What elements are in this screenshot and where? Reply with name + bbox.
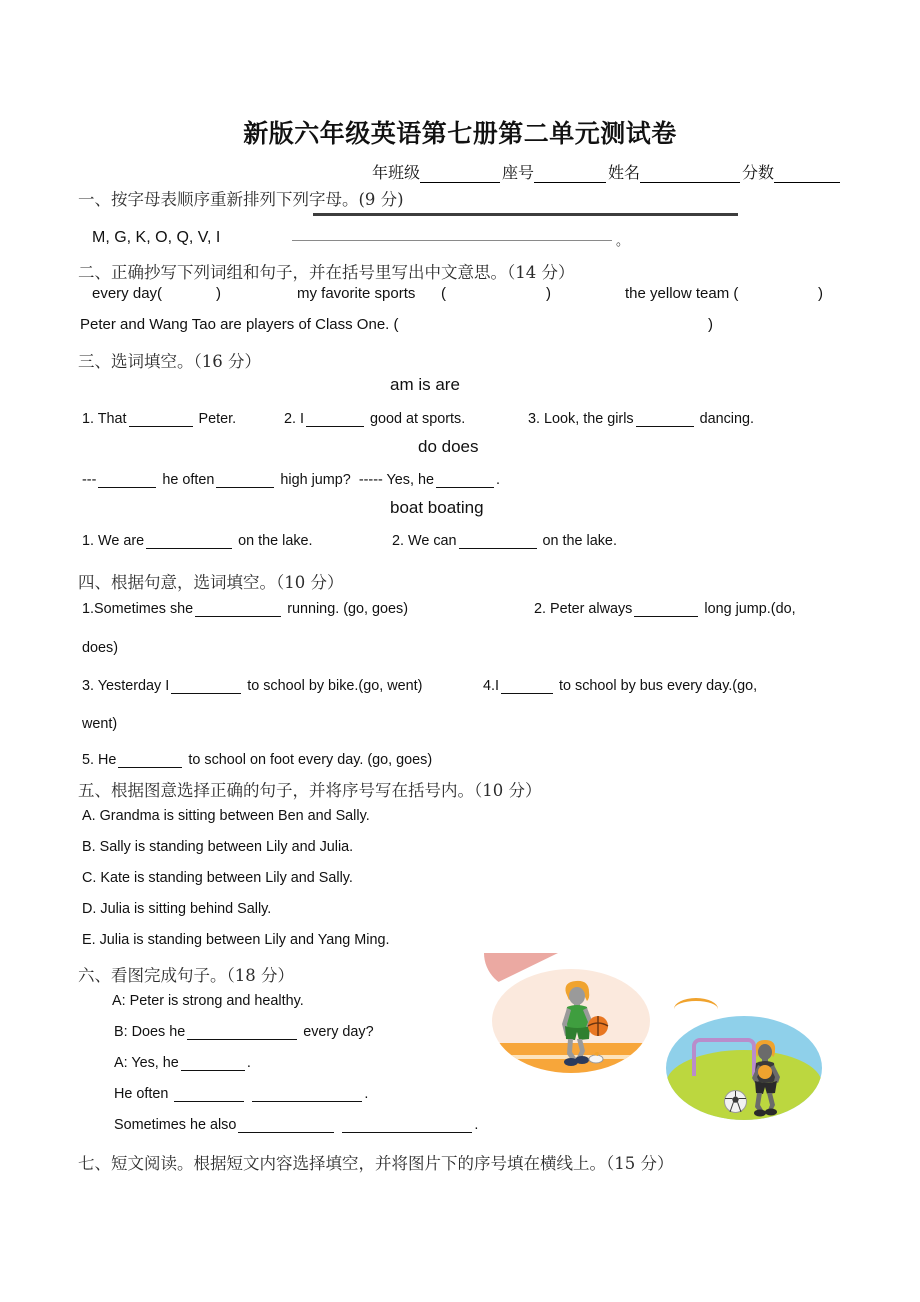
s3-q4-blank-2[interactable] [216,474,274,488]
section-1-period: 。 [616,233,630,248]
s4-q5-text: 5. He [82,752,117,768]
seat-label: 座号 [501,163,534,182]
s4-q5 [82,752,432,768]
sentence-peter-wang-tao: Peter and Wang Tao are players of Class One. ( [80,316,399,333]
s4-q4-wrap: went) [82,716,118,732]
soccer-scene-oval [666,1016,822,1120]
section-6-heading: 六、看图完成句子。（18 分） [78,966,294,985]
student-identity-line [80,160,840,183]
s3-q4-period: . [496,472,500,488]
name-input-blank[interactable] [640,168,740,183]
s4-q2-text: 2. Peter always [534,601,633,617]
s3-q1-text: 1. That [82,411,127,427]
s3-q4 [82,472,500,488]
s5-option-a[interactable]: A. Grandma is sitting between Ben and Sally. [82,808,370,824]
section-3-heading: 三、选词填空。（16 分） [78,352,261,371]
s5-option-b[interactable]: B. Sally is standing between Lily and Julia. [82,839,354,855]
section-7-heading: 七、短文阅读。根据短文内容选择填空，并将图片下的序号填在横线上。（15 分） [78,1154,674,1173]
section-1-letters: M, G, K, O, Q, V, I [92,229,221,246]
s3-q4-blank-3[interactable] [436,474,494,488]
phrase-every-day-close: ) [216,285,221,302]
section-1-answer-blank[interactable] [292,240,612,241]
s6-dialog-line-5 [114,1117,478,1133]
s6-l5-tail: . [474,1117,479,1133]
soccer-boy-figure [742,1038,792,1118]
s4-q4-text: 4.I [483,678,499,694]
s4-q1 [82,601,408,617]
s4-q1-text: 1.Sometimes she [82,601,194,617]
s5-option-d[interactable]: D. Julia is sitting behind Sally. [82,901,272,917]
phrase-favorite-sports-close: ) [546,285,551,302]
phrase-yellow-team-close: ) [818,285,823,302]
s3-q4-text: he often [162,472,215,488]
s6-dialog-line-1: A: Peter is strong and healthy. [112,993,304,1009]
s3-q6-blank[interactable] [459,535,537,549]
s3-q4-answer-text: ----- Yes, he [358,472,434,488]
soccer-player-illustration [660,998,830,1126]
s3-q2-tail: good at sports. [370,411,466,427]
s3-q4-blank-1[interactable] [98,474,156,488]
s3-q1-tail: Peter. [198,411,237,427]
phrase-favorite-sports-open: ( [441,285,446,302]
s3-q2-blank[interactable] [306,413,364,427]
seat-input-blank[interactable] [534,168,606,183]
s4-q5-blank[interactable] [118,754,182,768]
s3-q2 [284,411,465,427]
basketball-player-illustration [484,953,656,1073]
s3-q6-text: 2. We can [392,533,457,549]
section-5-heading: 五、根据图意选择正确的句子，并将序号写在括号内。（10 分） [78,781,542,800]
phrase-every-day: every day( [92,285,163,302]
basketball-scene-oval [492,969,650,1073]
s3-q4-dash: --- [82,472,97,488]
s6-l5-text: Sometimes he also [114,1117,237,1133]
s6-l5-blank-1[interactable] [238,1119,334,1133]
s3-q3-text: 3. Look, the girls [528,411,634,427]
class-input-blank[interactable] [420,168,500,183]
s6-dialog-line-4 [114,1086,368,1102]
name-label: 姓名 [607,163,640,182]
s3-q6-tail: on the lake. [542,533,617,549]
page-title: 新版六年级英语第七册第二单元测试卷 [243,119,677,148]
s4-q4-tail: to school by bus every day.(go, [559,678,758,694]
s4-q3-text: 3. Yesterday I [82,678,170,694]
score-label: 分数 [741,163,774,182]
wordbank-boat-boating: boat boating [390,498,484,517]
s3-q3-blank[interactable] [636,413,694,427]
s3-q1-blank[interactable] [129,413,193,427]
s5-option-c[interactable]: C. Kate is standing between Lily and Sally. [82,870,353,886]
section-1-rule-top [313,213,738,216]
s6-l2-blank[interactable] [187,1026,297,1040]
s6-dialog-line-3 [114,1055,251,1071]
s3-q4-tail: high jump? [280,472,351,488]
wordbank-do-does: do does [418,437,479,456]
phrase-favorite-sports: my favorite sports [297,285,416,302]
s3-q5 [82,533,313,549]
s4-q2 [534,601,796,617]
s4-q3-tail: to school by bike.(go, went) [247,678,423,694]
s6-l4-blank-1[interactable] [174,1088,244,1102]
s4-q2-blank[interactable] [634,603,698,617]
s4-q4-blank[interactable] [501,680,553,694]
section-1-heading: 一、按字母表顺序重新排列下列字母。(9 分) [78,190,404,209]
phrase-yellow-team: the yellow team ( [625,285,739,302]
s4-q3-blank[interactable] [171,680,241,694]
s4-q1-tail: running. (go, goes) [287,601,408,617]
s6-l4-tail: . [364,1086,369,1102]
orange-arc-decoration [674,998,718,1009]
s6-l2-tail: every day? [303,1024,374,1040]
class-label: 年班级 [371,163,420,182]
score-input-blank[interactable] [774,168,840,183]
s6-l2-text: B: Does he [114,1024,186,1040]
s4-q2-tail: long jump.(do, [704,601,796,617]
s4-q5-tail: to school on foot every day. (go, goes) [188,752,433,768]
s3-q5-text: 1. We are [82,533,145,549]
s3-q5-blank[interactable] [146,535,232,549]
s3-q6 [392,533,617,549]
basketball-boy-figure [544,979,610,1067]
s6-dialog-line-2 [114,1024,374,1040]
s6-l4-text: He often [114,1086,169,1102]
s3-q5-tail: on the lake. [238,533,313,549]
s6-l3-tail: . [246,1055,251,1071]
s3-q3 [528,411,754,427]
s3-q2-text: 2. I [284,411,304,427]
s4-q4 [483,678,757,694]
s3-q3-tail: dancing. [699,411,755,427]
s4-q1-blank[interactable] [195,603,281,617]
s6-l3-blank[interactable] [181,1057,245,1071]
s3-q1 [82,411,236,427]
s4-q2-wrap: does) [82,640,118,656]
s6-l3-text: A: Yes, he [114,1055,179,1071]
s6-l4-blank-2[interactable] [252,1088,362,1102]
sentence-peter-wang-tao-close: ) [708,316,713,333]
section-4-heading: 四、根据句意，选词填空。（10 分） [78,573,344,592]
s5-option-e[interactable]: E. Julia is standing between Lily and Yang Ming. [82,932,390,948]
s4-q3 [82,678,422,694]
section-2-heading: 二、正确抄写下列词组和句子，并在括号里写出中文意思。（14 分） [78,263,575,282]
s6-l5-blank-2[interactable] [342,1119,472,1133]
wordbank-am-is-are: am is are [390,375,460,394]
